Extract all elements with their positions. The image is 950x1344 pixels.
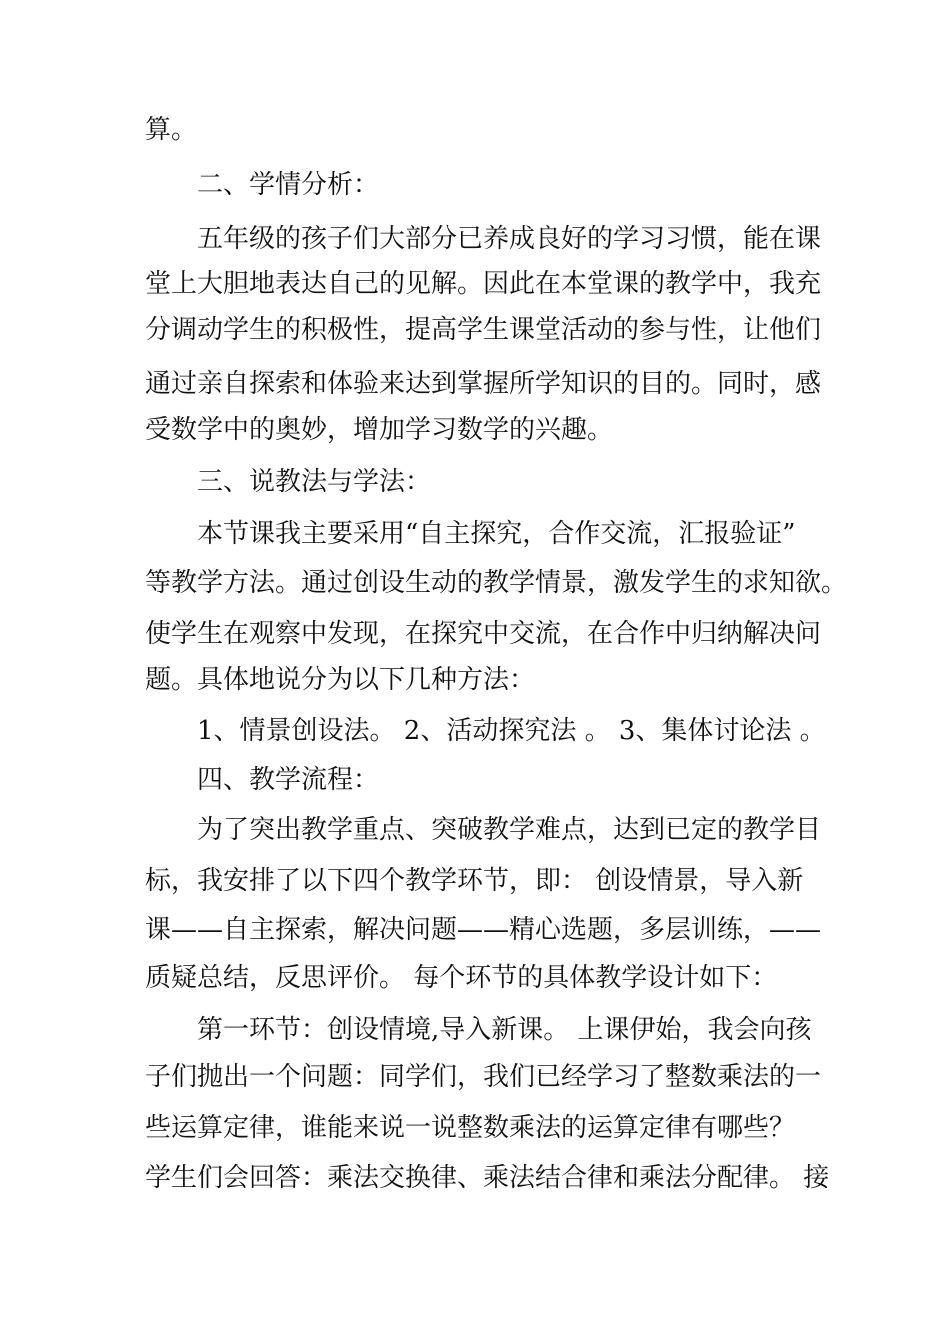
text-line: 堂上大胆地表达自己的见解。因此在本堂课的教学中，我充 [145, 269, 822, 299]
text-line: 题。具体地说分为以下几种方法： [145, 665, 536, 695]
section-heading-student-analysis: 二、学情分析： [197, 170, 380, 200]
text-line: 等教学方法。通过创设生动的教学情景，激发学生的求知欲。 [145, 568, 848, 598]
text-line: 标，我安排了以下四个教学环节，即： 创设情景，导入新 [145, 866, 804, 896]
text-line: 第一环节：创设情境,导入新课。 上课伊始，我会向孩 [197, 1015, 812, 1045]
text-line: 质疑总结，反思评价。 每个环节的具体教学设计如下： [145, 963, 778, 993]
methods-list-line: 1、情景创设法。 2、活动探究法 。 3、集体讨论法 。 [197, 716, 826, 746]
text-line: 为了突出教学重点、突破教学难点，达到已定的教学目 [197, 815, 822, 845]
text-line: 些运算定律，谁能来说一说整数乘法的运算定律有哪些？ [145, 1113, 796, 1143]
text-line: 课——自主探索，解决问题——精心选题，多层训练，—— [145, 915, 822, 945]
text-line: 学生们会回答：乘法交换律、乘法结合律和乘法分配律。 接 [145, 1163, 830, 1193]
section-heading-teaching-process: 四、教学流程： [197, 765, 380, 795]
text-line: 算。 [145, 115, 198, 145]
text-line: 分调动学生的积极性，提高学生课堂活动的参与性，让他们 [145, 315, 822, 345]
section-heading-methods: 三、说教法与学法： [197, 467, 432, 497]
text-line: 使学生在观察中发现，在探究中交流，在合作中归纳解决问 [145, 619, 822, 649]
text-line: 通过亲自探索和体验来达到掌握所学知识的目的。同时，感 [145, 369, 822, 399]
text-line: 受数学中的奥妙，增加学习数学的兴趣。 [145, 415, 614, 445]
text-line: 本节课我主要采用“自主探究，合作交流，汇报验证” [197, 519, 796, 549]
text-line: 子们抛出一个问题：同学们，我们已经学习了整数乘法的一 [145, 1062, 822, 1092]
text-line: 五年级的孩子们大部分已养成良好的学习习惯，能在课 [197, 224, 822, 254]
